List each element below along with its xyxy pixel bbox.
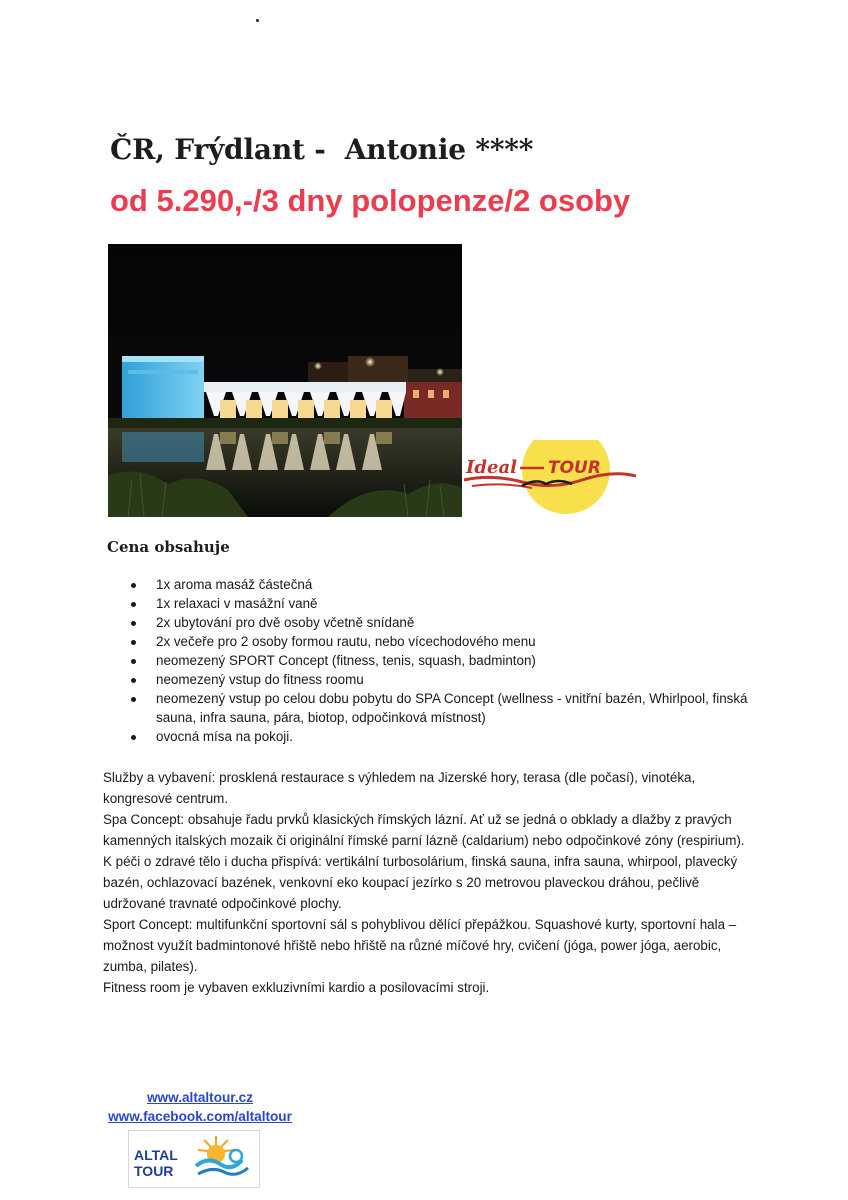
list-item: 1x relaxaci v masážní vaně <box>110 594 770 613</box>
list-item: neomezený SPORT Concept (fitness, tenis, squash, badminton) <box>110 651 770 670</box>
bullet-icon <box>131 621 136 626</box>
facebook-link[interactable]: www.facebook.com/altaltour <box>108 1109 292 1124</box>
bullet-icon <box>131 678 136 683</box>
care-paragraph: K péči o zdravé tělo i ducha přispívá: vertikální turbosolárium, finská sauna, infra sauna, whirpool, plavecký bazén, ochlazovací bazének, venkovní eko koupací jezírko s 20 metrovou plaveckou dráhou, pečlivě udržované travnaté odpočinkové plochy. <box>103 854 738 911</box>
bullet-icon <box>131 640 136 645</box>
ideal-tour-logo-tour: TOUR <box>548 458 601 478</box>
list-item: neomezený vstup do fitness roomu <box>110 670 770 689</box>
bullet-icon <box>131 602 136 607</box>
bullet-icon <box>131 659 136 664</box>
altal-tour-logo-tour: TOUR <box>134 1163 174 1179</box>
services-paragraph: Služby a vybavení: prosklená restaurace s výhledem na Jizerské hory, terasa (dle počasí), vinotéka, kongresové centrum. <box>103 770 696 806</box>
includes-heading: Cena obsahuje <box>107 538 230 556</box>
scan-speck <box>256 19 259 22</box>
includes-list <box>110 575 770 746</box>
sport-paragraph: Sport Concept: multifunkční sportovní sál s pohyblivou dělící přepážkou. Squashové kurty, sportovní hala – možnost využít badmintonové hřiště nebo hřiště na různé míčové hry, cvičení (jóga, power jóga, aerobic, zumba, pilates). <box>103 917 737 974</box>
list-item: neomezený vstup po celou dobu pobytu do SPA Concept (wellness - vnitřní bazén, Whirlpool, finská sauna, infra sauna, pára, biotop, odpočinková místnost) <box>110 689 770 727</box>
list-item: 2x ubytování pro dvě osoby včetně snídaně <box>110 613 770 632</box>
fitness-paragraph: Fitness room je vybaven exkluzivními kardio a posilovacími stroji. <box>103 980 490 995</box>
altal-tour-logo-altal: ALTAL <box>134 1147 178 1163</box>
ideal-tour-logo-ideal: Ideal <box>466 457 517 478</box>
price-headline: od 5.290,-/3 dny polopenze/2 osoby <box>110 183 631 218</box>
bullet-icon <box>131 583 136 588</box>
website-link[interactable]: www.altaltour.cz <box>146 1090 253 1105</box>
spa-paragraph: Spa Concept: obsahuje řadu prvků klasických římských lázní. Ať už se jedná o obklady a dlažby z pravých kamenných italských mozaik či originální římské parní lázně (caldarium) nebo odpočinkové zóny (respirium). <box>103 812 745 848</box>
description <box>103 767 763 998</box>
bullet-icon <box>131 735 136 740</box>
bullet-icon <box>131 697 136 702</box>
altal-tour-logo <box>128 1130 260 1188</box>
list-item: 1x aroma masáž částečná <box>110 575 770 594</box>
hotel-night-photo <box>108 244 462 517</box>
list-item: ovocná mísa na pokoji. <box>110 727 770 746</box>
list-item: 2x večeře pro 2 osoby formou rautu, nebo vícechodového menu <box>110 632 770 651</box>
ideal-tour-logo <box>462 440 638 522</box>
page-title: ČR, Frýdlant - Antonie **** <box>110 133 534 166</box>
footer-links <box>100 1088 300 1126</box>
